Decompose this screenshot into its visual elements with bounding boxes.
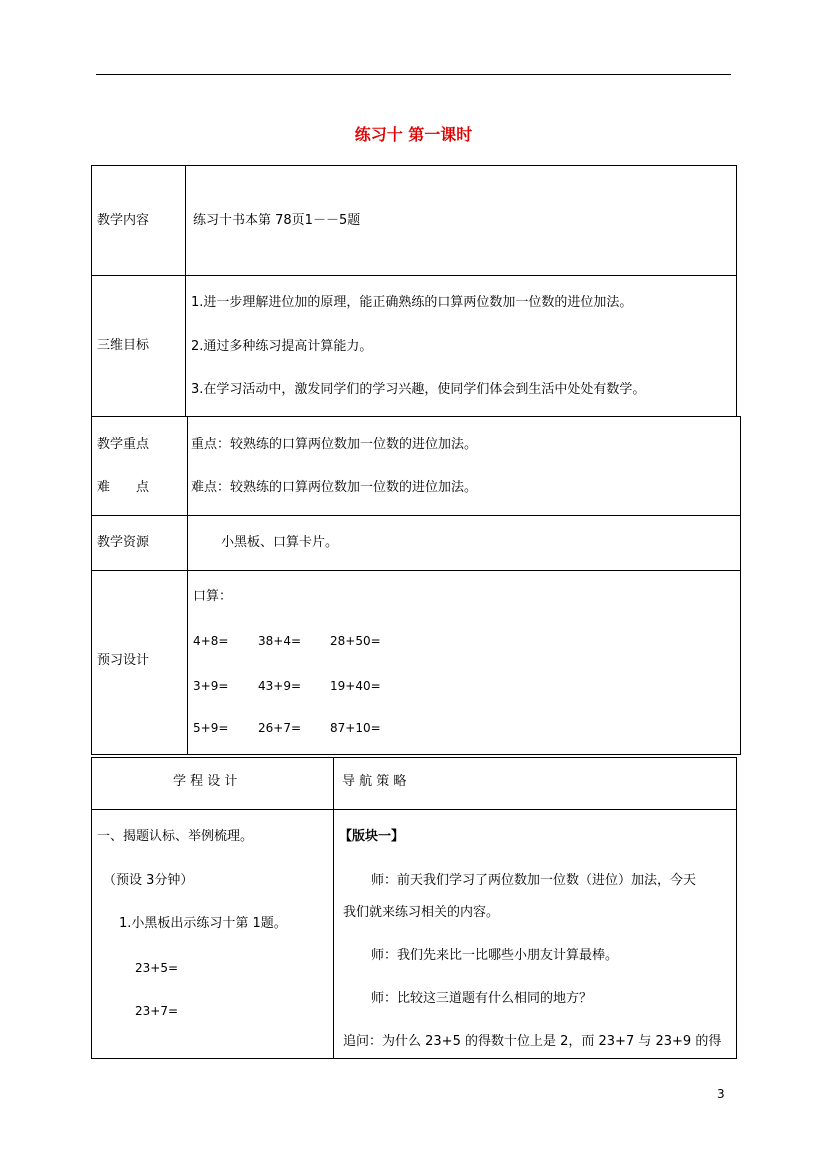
resources-value: 小黑板、口算卡片。 xyxy=(221,535,339,550)
table-border xyxy=(333,757,334,1059)
table-border xyxy=(91,515,741,516)
row-label-preview: 预习设计 xyxy=(97,653,150,668)
equation: 23+7= xyxy=(135,1004,179,1018)
arithmetic-item: 87+10= xyxy=(330,721,381,735)
arithmetic-item: 28+50= xyxy=(330,634,381,648)
table-border xyxy=(740,416,741,754)
difficulty-value: 难点：较熟练的口算两位数加一位数的进位加法。 xyxy=(191,480,478,495)
table-border xyxy=(736,757,737,1059)
paragraph: 师：比较这三道题有什么相同的地方？ xyxy=(371,991,593,1006)
preview-heading: 口算： xyxy=(193,589,233,604)
row-label-content: 教学内容 xyxy=(97,213,150,228)
row-label-difficulty: 难 点 xyxy=(97,480,150,495)
row-label-resources: 教学资源 xyxy=(97,535,150,550)
equation: 23+5= xyxy=(135,961,179,975)
paragraph: 追问：为什么 23+5 的得数十位上是 2，而 23+7 与 23+9 的得 xyxy=(343,1034,722,1049)
focus-value: 重点：较熟练的口算两位数加一位数的进位加法。 xyxy=(191,437,478,452)
page-title: 练习十 第一课时 xyxy=(354,125,473,144)
table-border xyxy=(91,809,737,810)
page-number: 3 xyxy=(717,1087,725,1101)
table-border xyxy=(91,757,92,1059)
goal-item: 1.进一步理解进位加的原理，能正确熟练的口算两位数加一位数的进位加法。 xyxy=(191,295,633,310)
row-label-focus: 教学重点 xyxy=(97,437,150,452)
table-border xyxy=(187,416,188,754)
arithmetic-item: 4+8= xyxy=(193,634,229,648)
task-item: 1.小黑板出示练习十第 1题。 xyxy=(119,916,287,931)
paragraph: 我们就来练习相关的内容。 xyxy=(343,905,500,920)
column-header-learning: 学 程 设 计 xyxy=(173,774,238,789)
table-border xyxy=(91,165,737,166)
arithmetic-item: 43+9= xyxy=(258,679,302,693)
goal-item: 3.在学习活动中，激发同学们的学习兴趣，使同学们体会到生活中处处有数学。 xyxy=(191,382,646,397)
row-label-goals: 三维目标 xyxy=(97,338,150,353)
section-title: 一、揭题认标、举例梳理。 xyxy=(97,829,254,844)
preset-time: （预设 3分钟） xyxy=(103,873,194,888)
content-value: 练习十书本第 78页1－－5题 xyxy=(193,213,361,228)
table-border xyxy=(91,570,741,571)
table-border xyxy=(91,754,741,755)
arithmetic-item: 19+40= xyxy=(330,679,381,693)
block-title: 【版块一】 xyxy=(339,829,405,844)
paragraph: 师：前天我们学习了两位数加一位数（进位）加法，今天 xyxy=(371,873,697,888)
table-border xyxy=(736,165,737,416)
header-rule xyxy=(96,74,731,75)
table-border xyxy=(185,165,186,416)
arithmetic-item: 26+7= xyxy=(258,721,302,735)
column-header-strategy: 导 航 策 略 xyxy=(342,774,407,789)
arithmetic-item: 3+9= xyxy=(193,679,229,693)
table-border xyxy=(91,757,737,758)
table-border xyxy=(91,416,741,417)
table-border xyxy=(91,1058,737,1059)
paragraph: 师：我们先来比一比哪些小朋友计算最棒。 xyxy=(371,948,619,963)
table-border xyxy=(91,165,92,755)
arithmetic-item: 38+4= xyxy=(258,634,302,648)
goal-item: 2.通过多种练习提高计算能力。 xyxy=(191,339,373,354)
arithmetic-item: 5+9= xyxy=(193,721,229,735)
table-border xyxy=(91,275,737,276)
